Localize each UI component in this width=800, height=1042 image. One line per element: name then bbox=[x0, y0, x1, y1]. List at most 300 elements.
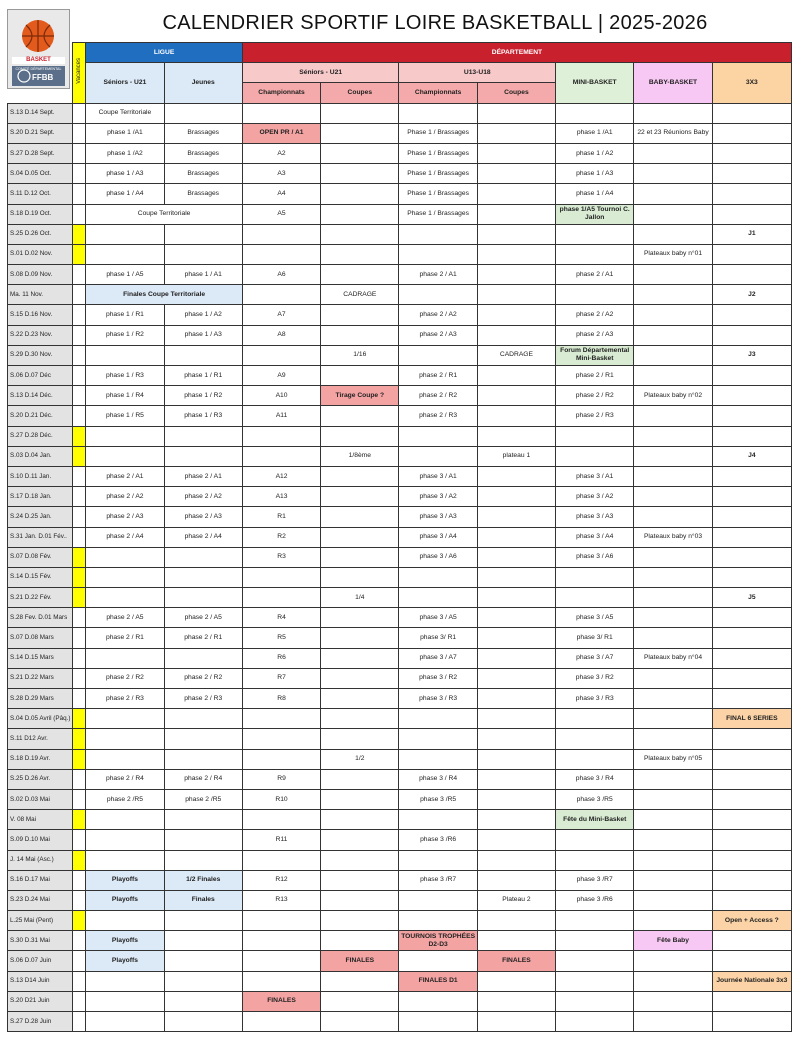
empty-cell bbox=[634, 789, 712, 809]
vacances-cell bbox=[73, 789, 86, 809]
empty-cell bbox=[399, 224, 477, 244]
empty-cell bbox=[477, 729, 555, 749]
empty-cell bbox=[634, 426, 712, 446]
empty-cell bbox=[477, 668, 555, 688]
date-cell: S.20 D.21 Déc. bbox=[8, 406, 73, 426]
empty-cell bbox=[164, 547, 242, 567]
table-row bbox=[8, 729, 792, 749]
empty-cell bbox=[477, 991, 555, 1011]
empty-cell bbox=[321, 870, 399, 890]
vacances-marker bbox=[73, 446, 86, 466]
vacances-cell bbox=[73, 689, 86, 709]
empty-cell bbox=[634, 608, 712, 628]
date-cell: S.17 D.18 Jan. bbox=[8, 487, 73, 507]
event-cell: FINAL 6 SERIES bbox=[712, 709, 791, 729]
event-cell: phase 1 /A1 bbox=[556, 123, 634, 143]
date-cell: S.13 D14 Juin bbox=[8, 971, 73, 991]
empty-cell bbox=[634, 689, 712, 709]
empty-cell bbox=[712, 810, 791, 830]
date-cell: S.31 Jan. D.01 Fév.. bbox=[8, 527, 73, 547]
table-row bbox=[8, 103, 792, 123]
empty-cell bbox=[321, 567, 399, 587]
date-cell: S.13 D.14 Déc. bbox=[8, 386, 73, 406]
vacances-cell bbox=[73, 971, 86, 991]
empty-cell bbox=[86, 971, 164, 991]
ligue-jeunes-header: Jeunes bbox=[164, 63, 242, 103]
empty-cell bbox=[321, 668, 399, 688]
table-row bbox=[8, 143, 792, 163]
vacances-cell bbox=[73, 466, 86, 486]
event-cell: phase 3 / A4 bbox=[399, 527, 477, 547]
empty-cell bbox=[477, 870, 555, 890]
event-cell: Plateaux baby n°02 bbox=[634, 386, 712, 406]
event-cell: phase 3 / R2 bbox=[556, 668, 634, 688]
event-cell: phase 1 / R1 bbox=[164, 366, 242, 386]
empty-cell bbox=[321, 628, 399, 648]
event-cell: R3 bbox=[242, 547, 320, 567]
empty-cell bbox=[477, 911, 555, 931]
empty-cell bbox=[321, 689, 399, 709]
event-cell: Plateaux baby n°05 bbox=[634, 749, 712, 769]
empty-cell bbox=[321, 830, 399, 850]
vacances-marker bbox=[73, 911, 86, 931]
table-row bbox=[8, 567, 792, 587]
empty-cell bbox=[634, 265, 712, 285]
empty-cell bbox=[242, 426, 320, 446]
date-cell: S.23 D.24 Mai bbox=[8, 890, 73, 910]
event-cell: phase 2 / A1 bbox=[399, 265, 477, 285]
event-cell: 22 et 23 Réunions Baby bbox=[634, 123, 712, 143]
table-row bbox=[8, 810, 792, 830]
vacances-cell bbox=[73, 1012, 86, 1032]
event-cell: TOURNOIS TROPHÉES D2-D3 bbox=[399, 931, 477, 951]
event-cell: R4 bbox=[242, 608, 320, 628]
empty-cell bbox=[399, 709, 477, 729]
table-row bbox=[8, 345, 792, 365]
table-row bbox=[8, 991, 792, 1011]
empty-cell bbox=[242, 588, 320, 608]
empty-cell bbox=[477, 789, 555, 809]
empty-cell bbox=[399, 951, 477, 971]
event-cell: A4 bbox=[242, 184, 320, 204]
empty-cell bbox=[321, 325, 399, 345]
empty-cell bbox=[242, 345, 320, 365]
empty-cell bbox=[164, 729, 242, 749]
event-cell: plateau 1 bbox=[477, 446, 555, 466]
empty-cell bbox=[634, 567, 712, 587]
logo-basket-text: BASKET bbox=[26, 57, 51, 63]
empty-cell bbox=[712, 325, 791, 345]
empty-cell bbox=[477, 305, 555, 325]
event-cell: phase 2 / R2 bbox=[556, 386, 634, 406]
empty-cell bbox=[321, 648, 399, 668]
vacances-marker bbox=[73, 729, 86, 749]
empty-cell bbox=[321, 971, 399, 991]
empty-cell bbox=[712, 628, 791, 648]
event-cell: A13 bbox=[242, 487, 320, 507]
empty-cell bbox=[164, 810, 242, 830]
empty-cell bbox=[321, 850, 399, 870]
table-row bbox=[8, 547, 792, 567]
event-cell: phase 3 / R4 bbox=[399, 769, 477, 789]
table-row bbox=[8, 285, 792, 305]
date-cell: S.27 D.28 Déc. bbox=[8, 426, 73, 446]
empty-cell bbox=[634, 507, 712, 527]
empty-cell bbox=[477, 547, 555, 567]
empty-cell bbox=[556, 1012, 634, 1032]
empty-cell bbox=[164, 911, 242, 931]
event-cell: A3 bbox=[242, 164, 320, 184]
table-row bbox=[8, 931, 792, 951]
empty-cell bbox=[242, 567, 320, 587]
table-row bbox=[8, 769, 792, 789]
empty-cell bbox=[321, 769, 399, 789]
date-cell: S.30 D.31 Mai bbox=[8, 931, 73, 951]
empty-cell bbox=[477, 850, 555, 870]
event-cell: phase 3 / A1 bbox=[556, 466, 634, 486]
event-cell: A12 bbox=[242, 466, 320, 486]
empty-cell bbox=[556, 567, 634, 587]
empty-cell bbox=[86, 709, 164, 729]
event-cell: R12 bbox=[242, 870, 320, 890]
event-cell: phase 3 / R2 bbox=[399, 668, 477, 688]
empty-cell bbox=[634, 366, 712, 386]
empty-cell bbox=[164, 830, 242, 850]
event-cell: Journée Nationale 3x3 bbox=[712, 971, 791, 991]
empty-cell bbox=[477, 971, 555, 991]
table-row bbox=[8, 588, 792, 608]
empty-cell bbox=[477, 244, 555, 264]
empty-cell bbox=[399, 567, 477, 587]
event-cell: Phase 1 / Brassages bbox=[399, 143, 477, 163]
event-cell: J4 bbox=[712, 446, 791, 466]
date-cell: S.27 D.28 Sept. bbox=[8, 143, 73, 163]
empty-cell bbox=[242, 244, 320, 264]
empty-cell bbox=[477, 810, 555, 830]
empty-cell bbox=[712, 244, 791, 264]
empty-cell bbox=[712, 729, 791, 749]
empty-cell bbox=[634, 406, 712, 426]
empty-cell bbox=[634, 466, 712, 486]
table-row bbox=[8, 1012, 792, 1032]
empty-cell bbox=[164, 446, 242, 466]
vacances-cell bbox=[73, 890, 86, 910]
empty-cell bbox=[399, 446, 477, 466]
event-cell: Plateaux baby n°03 bbox=[634, 527, 712, 547]
empty-cell bbox=[86, 729, 164, 749]
event-cell: A10 bbox=[242, 386, 320, 406]
table-row bbox=[8, 971, 792, 991]
event-cell: phase 1 / A2 bbox=[556, 143, 634, 163]
empty-cell bbox=[556, 103, 634, 123]
empty-cell bbox=[86, 830, 164, 850]
empty-cell bbox=[321, 224, 399, 244]
empty-cell bbox=[321, 466, 399, 486]
event-cell: phase 1 / R1 bbox=[86, 305, 164, 325]
empty-cell bbox=[242, 709, 320, 729]
empty-cell bbox=[477, 749, 555, 769]
empty-cell bbox=[477, 567, 555, 587]
event-cell: phase 1 / A3 bbox=[86, 164, 164, 184]
event-cell: Phase 1 / Brassages bbox=[399, 204, 477, 224]
vacances-marker bbox=[73, 749, 86, 769]
table-row bbox=[8, 608, 792, 628]
event-cell: phase 2 / A3 bbox=[556, 325, 634, 345]
date-cell: S.07 D.08 Fév. bbox=[8, 547, 73, 567]
empty-cell bbox=[164, 648, 242, 668]
table-row bbox=[8, 951, 792, 971]
empty-cell bbox=[712, 204, 791, 224]
vacances-cell bbox=[73, 143, 86, 163]
event-cell: Playoffs bbox=[86, 890, 164, 910]
empty-cell bbox=[164, 850, 242, 870]
empty-cell bbox=[399, 345, 477, 365]
event-cell: phase 1 / A4 bbox=[86, 184, 164, 204]
empty-cell bbox=[86, 911, 164, 931]
empty-cell bbox=[86, 588, 164, 608]
corner-spacer bbox=[8, 43, 73, 104]
event-cell: R8 bbox=[242, 689, 320, 709]
vacances-marker bbox=[73, 567, 86, 587]
empty-cell bbox=[634, 991, 712, 1011]
empty-cell bbox=[321, 164, 399, 184]
event-cell: 1/8ème bbox=[321, 446, 399, 466]
empty-cell bbox=[634, 890, 712, 910]
empty-cell bbox=[477, 103, 555, 123]
empty-cell bbox=[242, 1012, 320, 1032]
empty-cell bbox=[634, 588, 712, 608]
event-cell: phase 3 / A1 bbox=[399, 466, 477, 486]
vacances-cell bbox=[73, 305, 86, 325]
empty-cell bbox=[477, 588, 555, 608]
date-cell: S.09 D.10 Mai bbox=[8, 830, 73, 850]
event-cell: J2 bbox=[712, 285, 791, 305]
empty-cell bbox=[321, 608, 399, 628]
event-cell: Playoffs bbox=[86, 951, 164, 971]
x3-header: 3X3 bbox=[712, 63, 791, 103]
empty-cell bbox=[321, 911, 399, 931]
vacances-marker bbox=[73, 810, 86, 830]
event-cell: phase 3 / A4 bbox=[556, 527, 634, 547]
empty-cell bbox=[164, 971, 242, 991]
dep-seniors-coupes-header: Coupes bbox=[321, 83, 399, 103]
table-row bbox=[8, 789, 792, 809]
event-cell: phase 2 /R5 bbox=[86, 789, 164, 809]
empty-cell bbox=[477, 164, 555, 184]
empty-cell bbox=[321, 729, 399, 749]
event-cell: Brassages bbox=[164, 123, 242, 143]
empty-cell bbox=[242, 971, 320, 991]
empty-cell bbox=[712, 1012, 791, 1032]
event-cell: phase 3 / A3 bbox=[556, 507, 634, 527]
event-cell: phase 1 / A5 bbox=[86, 265, 164, 285]
empty-cell bbox=[712, 951, 791, 971]
empty-cell bbox=[556, 749, 634, 769]
vacances-marker bbox=[73, 709, 86, 729]
empty-cell bbox=[634, 668, 712, 688]
empty-cell bbox=[556, 244, 634, 264]
event-cell: phase 3 / R3 bbox=[556, 689, 634, 709]
vacances-cell bbox=[73, 366, 86, 386]
event-cell: phase 3 / A6 bbox=[556, 547, 634, 567]
event-cell: R7 bbox=[242, 668, 320, 688]
event-cell: Brassages bbox=[164, 184, 242, 204]
empty-cell bbox=[712, 608, 791, 628]
event-cell: Plateau 2 bbox=[477, 890, 555, 910]
vacances-cell bbox=[73, 648, 86, 668]
event-cell: FINALES bbox=[321, 951, 399, 971]
vacances-cell bbox=[73, 628, 86, 648]
empty-cell bbox=[399, 729, 477, 749]
empty-cell bbox=[321, 931, 399, 951]
event-cell: phase 1 / A4 bbox=[556, 184, 634, 204]
event-cell: Forum Départemental Mini-Basket bbox=[556, 345, 634, 365]
table-row bbox=[8, 325, 792, 345]
date-cell: S.07 D.08 Mars bbox=[8, 628, 73, 648]
empty-cell bbox=[556, 426, 634, 446]
table-row bbox=[8, 709, 792, 729]
empty-cell bbox=[164, 103, 242, 123]
event-cell: phase 3 /R6 bbox=[556, 890, 634, 910]
event-cell: Plateaux baby n°04 bbox=[634, 648, 712, 668]
event-cell: phase 2 / A2 bbox=[399, 305, 477, 325]
event-cell: phase 1 / R2 bbox=[164, 386, 242, 406]
vacances-marker bbox=[73, 244, 86, 264]
empty-cell bbox=[634, 709, 712, 729]
event-cell: phase 1 / R5 bbox=[86, 406, 164, 426]
table-row bbox=[8, 850, 792, 870]
date-cell: S.13 D.14 Sept. bbox=[8, 103, 73, 123]
event-cell: Fête Baby bbox=[634, 931, 712, 951]
event-cell: FINALES bbox=[242, 991, 320, 1011]
vacances-cell bbox=[73, 325, 86, 345]
empty-cell bbox=[634, 325, 712, 345]
event-cell: phase 2 / R1 bbox=[164, 628, 242, 648]
event-cell: 1/16 bbox=[321, 345, 399, 365]
empty-cell bbox=[634, 224, 712, 244]
event-cell: A11 bbox=[242, 406, 320, 426]
event-cell: A9 bbox=[242, 366, 320, 386]
date-cell: S.01 D.02 Nov. bbox=[8, 244, 73, 264]
table-row bbox=[8, 164, 792, 184]
date-cell: S.06 D.07 Juin bbox=[8, 951, 73, 971]
empty-cell bbox=[712, 769, 791, 789]
empty-cell bbox=[477, 366, 555, 386]
empty-cell bbox=[712, 164, 791, 184]
event-cell: phase 3 /R5 bbox=[556, 789, 634, 809]
date-cell: S.21 D.22 Fév. bbox=[8, 588, 73, 608]
date-cell: S.20 D.21 Sept. bbox=[8, 123, 73, 143]
empty-cell bbox=[242, 850, 320, 870]
empty-cell bbox=[634, 729, 712, 749]
empty-cell bbox=[712, 547, 791, 567]
empty-cell bbox=[634, 1012, 712, 1032]
event-cell: phase 3 / R3 bbox=[399, 689, 477, 709]
event-cell: R6 bbox=[242, 648, 320, 668]
empty-cell bbox=[164, 244, 242, 264]
empty-cell bbox=[477, 224, 555, 244]
empty-cell bbox=[712, 123, 791, 143]
empty-cell bbox=[477, 426, 555, 446]
empty-cell bbox=[712, 527, 791, 547]
empty-cell bbox=[242, 285, 320, 305]
empty-cell bbox=[86, 850, 164, 870]
empty-cell bbox=[242, 951, 320, 971]
empty-cell bbox=[712, 466, 791, 486]
event-cell: phase 3 / A3 bbox=[399, 507, 477, 527]
date-cell: S.03 D.04 Jan. bbox=[8, 446, 73, 466]
event-cell: Phase 1 / Brassages bbox=[399, 164, 477, 184]
vacances-cell bbox=[73, 870, 86, 890]
event-cell: Coupe Territoriale bbox=[86, 103, 164, 123]
empty-cell bbox=[321, 406, 399, 426]
event-cell: phase 1 / A3 bbox=[164, 325, 242, 345]
empty-cell bbox=[242, 931, 320, 951]
empty-cell bbox=[321, 709, 399, 729]
event-cell: Finales bbox=[164, 890, 242, 910]
vacances-cell bbox=[73, 769, 86, 789]
empty-cell bbox=[477, 931, 555, 951]
empty-cell bbox=[86, 426, 164, 446]
event-cell: phase 3 / A5 bbox=[556, 608, 634, 628]
empty-cell bbox=[164, 931, 242, 951]
empty-cell bbox=[634, 911, 712, 931]
empty-cell bbox=[712, 184, 791, 204]
empty-cell bbox=[86, 648, 164, 668]
vacances-cell bbox=[73, 507, 86, 527]
date-cell: S.04 D.05 Avril (Pâq.) bbox=[8, 709, 73, 729]
event-cell: phase 3 / A5 bbox=[399, 608, 477, 628]
empty-cell bbox=[399, 890, 477, 910]
date-cell: S.18 D.19 Oct. bbox=[8, 204, 73, 224]
event-cell: phase 2 / R3 bbox=[86, 689, 164, 709]
event-cell: phase 3 / A2 bbox=[399, 487, 477, 507]
event-cell: R5 bbox=[242, 628, 320, 648]
empty-cell bbox=[164, 991, 242, 1011]
date-cell: S.15 D.16 Nov. bbox=[8, 305, 73, 325]
empty-cell bbox=[556, 729, 634, 749]
vacances-marker bbox=[73, 588, 86, 608]
empty-cell bbox=[556, 285, 634, 305]
empty-cell bbox=[321, 991, 399, 1011]
date-cell: J. 14 Mai (Asc.) bbox=[8, 850, 73, 870]
event-cell: phase 2 /R5 bbox=[164, 789, 242, 809]
vacances-cell bbox=[73, 527, 86, 547]
empty-cell bbox=[164, 951, 242, 971]
event-cell: phase 2 / A4 bbox=[164, 527, 242, 547]
empty-cell bbox=[634, 810, 712, 830]
empty-cell bbox=[712, 103, 791, 123]
date-cell: L.25 Mai (Pent) bbox=[8, 911, 73, 931]
vacances-marker bbox=[73, 224, 86, 244]
event-cell: phase 1 / A3 bbox=[556, 164, 634, 184]
table-row bbox=[8, 123, 792, 143]
empty-cell bbox=[477, 265, 555, 285]
empty-cell bbox=[634, 951, 712, 971]
empty-cell bbox=[164, 749, 242, 769]
event-cell: phase 1 /A2 bbox=[86, 143, 164, 163]
vacances-marker bbox=[73, 547, 86, 567]
date-cell: V. 08 Mai bbox=[8, 810, 73, 830]
dep-seniors-header: Séniors - U21 bbox=[242, 63, 399, 83]
event-cell: phase 3 / A6 bbox=[399, 547, 477, 567]
empty-cell bbox=[634, 971, 712, 991]
table-row bbox=[8, 265, 792, 285]
event-cell: phase 2 / A2 bbox=[86, 487, 164, 507]
empty-cell bbox=[321, 143, 399, 163]
event-cell: Playoffs bbox=[86, 870, 164, 890]
vacances-cell bbox=[73, 991, 86, 1011]
